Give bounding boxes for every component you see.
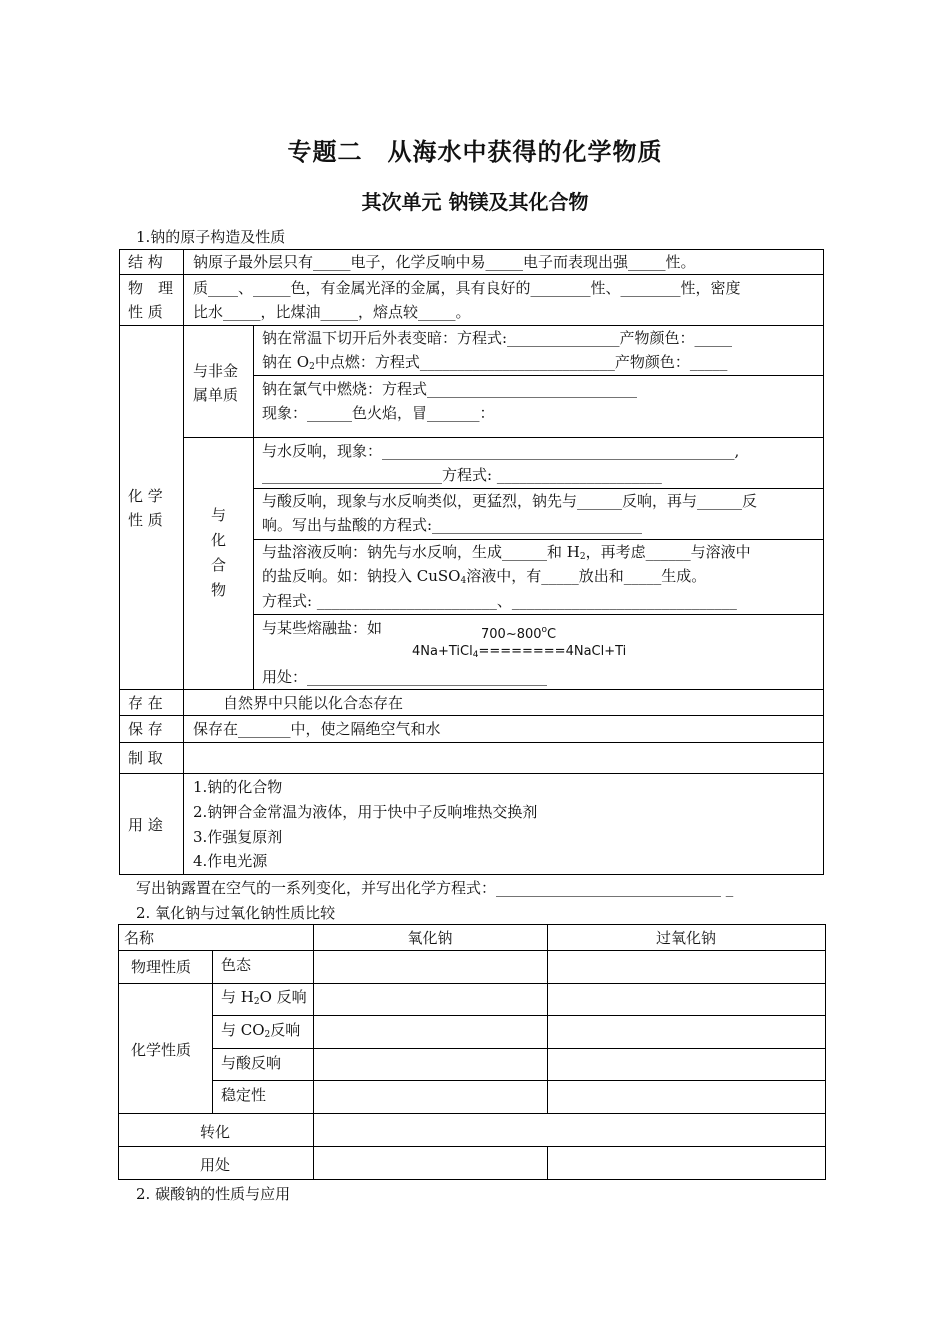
- salt-line3: 方程式: ________________________、______________________________: [262, 592, 737, 610]
- reaction-with-acid-label: 与酸反响: [221, 1054, 282, 1072]
- uses-item: 4.作电光源: [193, 852, 268, 870]
- uses-item: 1.钠的化合物: [193, 778, 283, 796]
- reaction-condition: 700~800$^o$C: [481, 625, 557, 642]
- section3-heading: 2. 碳酸钠的性质与应用: [136, 1185, 291, 1203]
- physical-text-1: 质____、_____色，有金属光泽的金属，具有良好的________性、________性，密度: [193, 279, 741, 297]
- water-line2: ________________________方程式: ______________________: [262, 466, 662, 484]
- physical-property-label: 物理性质: [131, 958, 192, 976]
- col-name-header: 名称: [124, 929, 155, 947]
- compound-label-char: 化: [211, 531, 227, 549]
- physical-text-2: 比水_____，比煤油_____，熔点较_____。: [193, 303, 471, 321]
- reaction-equation: 4Na+TiCl$_4$========4NaCl+Ti: [412, 644, 627, 660]
- exposure-question: 写出钠露置在空气的一系列变化，并写出化学方程式：______________________________ _: [136, 879, 734, 897]
- nonmetal-label-2: 属单质: [193, 386, 239, 404]
- nonmetal-label-1: 与非金: [193, 362, 239, 380]
- structure-label: 结 构: [128, 253, 163, 271]
- stability-label: 稳定性: [221, 1086, 267, 1104]
- nonmetal-r1-line1: 钠在常温下切开后外表变暗：方程式:_______________产物颜色：_____: [262, 329, 733, 347]
- storage-text: 保存在_______中，使之隔绝空气和水: [193, 720, 441, 738]
- acid-line2: 响。写出与盐酸的方程式:____________________________: [262, 516, 643, 534]
- water-line1: 与水反响，现象：_______________________________________________,: [262, 442, 740, 460]
- physical-label-2: 性 质: [128, 303, 163, 321]
- chemical-label-2: 性 质: [128, 511, 163, 529]
- molten-label: 与某些熔融盐：如: [262, 619, 383, 637]
- nonmetal-r2-line1: 钠在氯气中燃烧：方程式____________________________: [262, 380, 638, 398]
- reaction-with-water-label: 与 $H_2O$ 反响: [221, 988, 307, 1007]
- section1-heading: 1.钠的原子构造及性质: [136, 228, 286, 246]
- page-subtitle: 其次单元 钠镁及其化合物: [361, 190, 589, 214]
- salt-line1: 与盐溶液反响：钠先与水反响，生成______和 $H_2$，再考虑______与溶液中: [262, 543, 751, 562]
- production-label: 制 取: [128, 749, 163, 767]
- reaction-with-co2-label: 与 $CO_2$反响: [221, 1021, 301, 1040]
- compound-label-char: 与: [211, 506, 227, 524]
- nonmetal-r1-line2: 钠在 $O_2$中点燃：方程式__________________________产物颜色：_____: [262, 353, 728, 372]
- nonmetal-r2-line2: 现象：______色火焰，冒_______：: [262, 404, 495, 422]
- existence-label: 存 在: [128, 694, 163, 712]
- salt-line2: 的盐反响。如：钠投入 CuSO$_4$溶液中，有_____放出和_____生成。: [262, 567, 707, 586]
- existence-text: 自然界中只能以化合态存在: [223, 694, 404, 712]
- col-na2o-header: 氧化钠: [407, 929, 453, 947]
- molten-use: 用处：________________________________: [262, 668, 548, 686]
- compound-label-char: 合: [211, 556, 227, 574]
- conversion-label: 转化: [200, 1123, 231, 1141]
- color-state-label: 色态: [221, 956, 252, 974]
- acid-line1: 与酸反响，现象与水反响类似，更猛烈，钠先与______反响，再与______反: [262, 492, 758, 510]
- uses-label: 用 途: [128, 816, 163, 834]
- chemical-label-1: 化 学: [128, 487, 163, 505]
- physical-label-1: 物 理: [128, 279, 174, 297]
- col-na2o2-header: 过氧化钠: [655, 929, 716, 947]
- uses-row-label: 用处: [200, 1156, 231, 1174]
- structure-text: 钠原子最外层只有_____电子，化学反响中易_____电子而表现出强_____性。: [193, 253, 696, 271]
- uses-item: 2.钠钾合金常温为液体，用于快中子反响堆热交换剂: [193, 803, 538, 821]
- uses-item: 3.作强复原剂: [193, 828, 283, 846]
- section2-heading: 2. 氧化钠与过氧化钠性质比较: [136, 904, 336, 922]
- storage-label: 保 存: [128, 720, 163, 738]
- page-title: 专题二 从海水中获得的化学物质: [287, 138, 663, 166]
- compound-label-char: 物: [211, 581, 227, 599]
- chemical-property-label: 化学性质: [131, 1041, 192, 1059]
